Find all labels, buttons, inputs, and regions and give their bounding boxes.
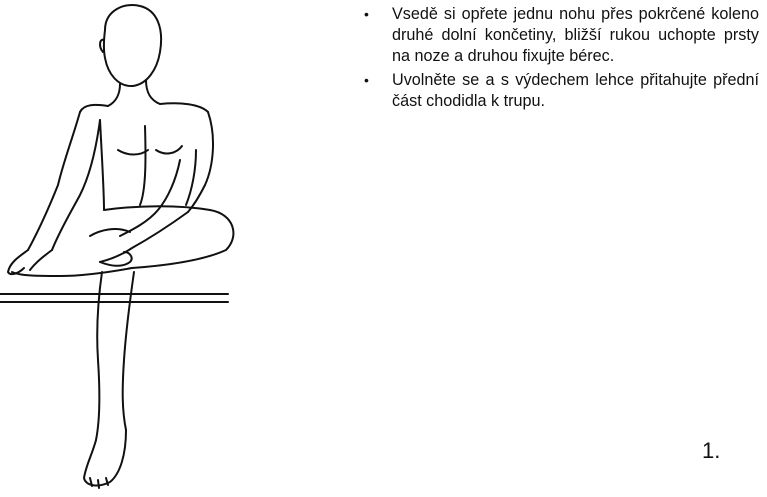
instruction-item bbox=[364, 70, 759, 112]
seated-man-figure-icon bbox=[0, 0, 250, 497]
instruction-list bbox=[364, 4, 759, 115]
instruction-item bbox=[364, 4, 759, 67]
instruction-text: Vsedě si opřete jednu nohu přes pokrčené koleno druhé dolní končetiny, bližší rukou uchopte prsty na noze a druhou fixujte bérec. bbox=[392, 5, 759, 65]
page-number: 1. bbox=[702, 438, 721, 463]
instruction-text: Uvolněte se a s výdechem lehce přitahujte přední část chodidla k trupu. bbox=[392, 71, 759, 110]
stretch-illustration bbox=[0, 0, 250, 497]
bullet-icon: • bbox=[364, 72, 369, 88]
bullet-icon: • bbox=[364, 6, 369, 22]
